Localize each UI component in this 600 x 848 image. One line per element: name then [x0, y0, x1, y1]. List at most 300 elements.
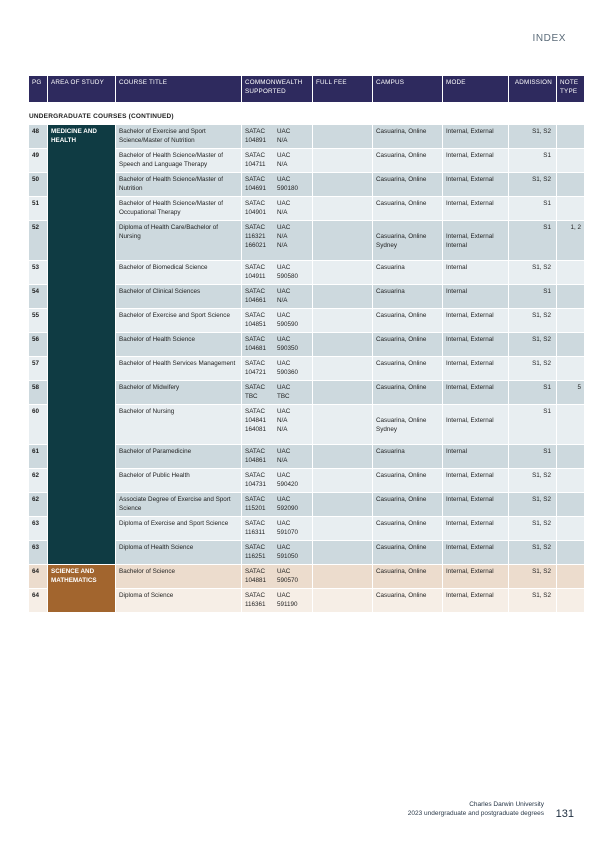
commonwealth-codes — [245, 495, 309, 513]
campus-line: Casuarina, Online — [376, 472, 427, 479]
campus-line: Casuarina, Online — [376, 496, 427, 503]
cell-commonwealth — [242, 565, 312, 588]
cell-full-fee — [313, 333, 372, 356]
code-uac: N/A — [277, 209, 288, 216]
commonwealth-codes — [245, 407, 309, 434]
campus-line: Casuarina, Online — [376, 176, 427, 183]
cell-full-fee — [313, 261, 372, 284]
cell-commonwealth — [242, 381, 312, 404]
code-satac: 104901 — [245, 209, 267, 216]
cell-mode — [443, 357, 508, 380]
cell-course-title: Bachelor of Nursing — [116, 405, 241, 444]
cell-commonwealth — [242, 197, 312, 220]
cell-commonwealth — [242, 333, 312, 356]
cell-pg: 57 — [29, 357, 47, 380]
table-row — [29, 125, 584, 148]
code-satac: SATAC — [245, 544, 266, 551]
cell-campus — [373, 333, 442, 356]
cell-pg: 58 — [29, 381, 47, 404]
code-uac: 590580 — [277, 273, 299, 280]
cell-admission: S1 — [509, 221, 556, 260]
code-uac: 591190 — [277, 601, 298, 608]
cell-mode — [443, 149, 508, 172]
cell-campus — [373, 197, 442, 220]
cell-admission: S1, S2 — [509, 469, 556, 492]
cell-course-title: Bachelor of Exercise and Sport Science/Master of Nutrition — [116, 125, 241, 148]
code-satac: 104731 — [245, 481, 267, 488]
cell-campus — [373, 493, 442, 516]
cell-commonwealth — [242, 173, 312, 196]
cell-commonwealth — [242, 469, 312, 492]
commonwealth-codes — [245, 335, 309, 353]
campus-line: Casuarina, Online — [376, 200, 427, 207]
mode-line: Internal, External — [446, 568, 494, 575]
cell-note-type — [557, 197, 584, 220]
cell-mode — [443, 445, 508, 468]
commonwealth-codes — [245, 127, 309, 145]
cell-course-title: Bachelor of Health Science/Master of Speech and Language Therapy — [116, 149, 241, 172]
cell-mode — [443, 469, 508, 492]
table-header-row — [29, 76, 584, 102]
cell-mode — [443, 589, 508, 612]
code-satac: 104711 — [245, 161, 266, 168]
cell-commonwealth — [242, 309, 312, 332]
cell-admission: S1, S2 — [509, 493, 556, 516]
cell-note-type — [557, 565, 584, 588]
cell-mode — [443, 541, 508, 564]
mode-line: Internal, External — [446, 152, 494, 159]
cell-pg: 62 — [29, 469, 47, 492]
campus-line: Casuarina, Online — [376, 336, 427, 343]
cell-full-fee — [313, 285, 372, 308]
code-satac: SATAC — [245, 384, 266, 391]
campus-line: Sydney — [376, 242, 398, 249]
cell-pg: 54 — [29, 285, 47, 308]
code-satac: 104881 — [245, 577, 267, 584]
cell-campus — [373, 381, 442, 404]
campus-line: Sydney — [376, 426, 398, 433]
code-uac: 590350 — [277, 345, 299, 352]
cell-pg: 56 — [29, 333, 47, 356]
code-uac: UAC — [277, 448, 291, 455]
col-header-mode: MODE — [443, 76, 508, 102]
cell-course-title: Diploma of Science — [116, 589, 241, 612]
code-uac: 590420 — [277, 481, 299, 488]
cell-campus — [373, 445, 442, 468]
page-number: 131 — [555, 808, 574, 820]
cell-pg: 63 — [29, 541, 47, 564]
cell-full-fee — [313, 445, 372, 468]
cell-mode — [443, 517, 508, 540]
cell-campus — [373, 357, 442, 380]
cell-pg: 52 — [29, 221, 47, 260]
cell-course-title: Associate Degree of Exercise and Sport Science — [116, 493, 241, 516]
cell-campus — [373, 309, 442, 332]
cell-mode — [443, 261, 508, 284]
cell-note-type — [557, 285, 584, 308]
code-satac: SATAC — [245, 264, 266, 271]
cell-full-fee — [313, 309, 372, 332]
cell-pg: 55 — [29, 309, 47, 332]
mode-line: Internal — [446, 288, 468, 295]
cell-course-title: Bachelor of Biomedical Science — [116, 261, 241, 284]
col-header-area: AREA OF STUDY — [48, 76, 115, 102]
cell-admission: S1, S2 — [509, 589, 556, 612]
cell-pg: 61 — [29, 445, 47, 468]
code-uac: UAC — [277, 128, 291, 135]
code-uac: TBC — [277, 393, 290, 400]
cell-note-type — [557, 261, 584, 284]
cell-mode — [443, 125, 508, 148]
cell-admission: S1 — [509, 445, 556, 468]
cell-course-title: Diploma of Health Science — [116, 541, 241, 564]
cell-course-title: Diploma of Exercise and Sport Science — [116, 517, 241, 540]
cell-commonwealth — [242, 357, 312, 380]
code-satac: SATAC — [245, 520, 266, 527]
code-satac: 104851 — [245, 321, 267, 328]
cell-admission: S1, S2 — [509, 541, 556, 564]
cell-commonwealth — [242, 541, 312, 564]
code-uac: UAC — [277, 496, 291, 503]
campus-line: Casuarina — [376, 264, 405, 271]
code-satac: 116311 — [245, 529, 266, 536]
cell-full-fee — [313, 565, 372, 588]
cell-full-fee — [313, 197, 372, 220]
mode-line: Internal, External — [446, 128, 494, 135]
mode-line: Internal, External — [446, 472, 494, 479]
commonwealth-codes — [245, 223, 309, 250]
code-satac: SATAC — [245, 224, 266, 231]
cell-note-type — [557, 309, 584, 332]
commonwealth-codes — [245, 359, 309, 377]
cell-pg: 49 — [29, 149, 47, 172]
cell-course-title: Bachelor of Health Services Management — [116, 357, 241, 380]
cell-mode — [443, 381, 508, 404]
cell-course-title: Bachelor of Health Science/Master of Nutrition — [116, 173, 241, 196]
code-uac: UAC — [277, 568, 291, 575]
code-uac: 590590 — [277, 321, 299, 328]
mode-line — [446, 407, 505, 416]
code-uac: 591050 — [277, 553, 299, 560]
mode-line: Internal, External — [446, 200, 494, 207]
cell-commonwealth — [242, 517, 312, 540]
code-satac: SATAC — [245, 200, 266, 207]
cell-campus — [373, 589, 442, 612]
cell-campus — [373, 517, 442, 540]
mode-line: Internal, External — [446, 417, 494, 424]
cell-note-type — [557, 469, 584, 492]
campus-line — [376, 223, 439, 232]
code-uac: UAC — [277, 384, 291, 391]
cell-admission: S1, S2 — [509, 517, 556, 540]
cell-campus — [373, 565, 442, 588]
commonwealth-codes — [245, 591, 309, 609]
footer-university: Charles Darwin University — [469, 801, 544, 808]
code-uac: UAC — [277, 176, 291, 183]
col-header-commonwealth: COMMONWEALTH SUPPORTED — [242, 76, 312, 102]
cell-note-type — [557, 405, 584, 444]
col-header-note: NOTE TYPE — [557, 76, 584, 102]
cell-course-title: Bachelor of Public Health — [116, 469, 241, 492]
code-satac: 116361 — [245, 601, 266, 608]
code-satac: SATAC — [245, 336, 266, 343]
cell-full-fee — [313, 517, 372, 540]
cell-full-fee — [313, 469, 372, 492]
code-uac: UAC — [277, 336, 291, 343]
commonwealth-codes — [245, 519, 309, 537]
campus-line: Casuarina — [376, 288, 405, 295]
campus-line: Casuarina, Online — [376, 520, 427, 527]
commonwealth-codes — [245, 175, 309, 193]
code-uac: 590570 — [277, 577, 299, 584]
cell-area-of-study: MEDICINE AND HEALTH — [48, 125, 115, 564]
code-satac: 164081 — [245, 426, 267, 433]
cell-commonwealth — [242, 589, 312, 612]
cell-commonwealth — [242, 125, 312, 148]
cell-pg: 64 — [29, 589, 47, 612]
cell-mode — [443, 493, 508, 516]
cell-admission: S1, S2 — [509, 309, 556, 332]
mode-line: Internal, External — [446, 312, 494, 319]
cell-note-type — [557, 589, 584, 612]
col-header-title: COURSE TITLE — [116, 76, 241, 102]
cell-note-type — [557, 493, 584, 516]
code-uac: UAC — [277, 544, 291, 551]
mode-line: Internal, External — [446, 360, 494, 367]
cell-full-fee — [313, 173, 372, 196]
cell-full-fee — [313, 405, 372, 444]
cell-course-title: Bachelor of Health Science — [116, 333, 241, 356]
code-satac: 104721 — [245, 369, 267, 376]
code-satac: SATAC — [245, 408, 266, 415]
cell-admission: S1 — [509, 381, 556, 404]
campus-line: Casuarina, Online — [376, 384, 427, 391]
cell-note-type — [557, 445, 584, 468]
code-satac: SATAC — [245, 176, 266, 183]
code-uac: UAC — [277, 152, 291, 159]
cell-note-type: 5 — [557, 381, 584, 404]
cell-commonwealth — [242, 285, 312, 308]
cell-campus — [373, 261, 442, 284]
code-satac: 116321 — [245, 233, 266, 240]
cell-campus — [373, 541, 442, 564]
cell-admission: S1 — [509, 197, 556, 220]
cell-commonwealth — [242, 149, 312, 172]
cell-mode — [443, 565, 508, 588]
code-satac: TBC — [245, 393, 258, 400]
mode-line: Internal, External — [446, 592, 494, 599]
cell-note-type — [557, 333, 584, 356]
campus-line: Casuarina, Online — [376, 152, 427, 159]
mode-line: Internal, External — [446, 496, 494, 503]
cell-full-fee — [313, 589, 372, 612]
mode-line: Internal, External — [446, 233, 494, 240]
cell-course-title: Bachelor of Clinical Sciences — [116, 285, 241, 308]
code-uac: UAC — [277, 520, 291, 527]
cell-campus — [373, 221, 442, 260]
code-uac: N/A — [277, 161, 288, 168]
cell-course-title: Bachelor of Science — [116, 565, 241, 588]
cell-course-title: Bachelor of Health Science/Master of Occupational Therapy — [116, 197, 241, 220]
cell-campus — [373, 173, 442, 196]
cell-pg: 60 — [29, 405, 47, 444]
commonwealth-codes — [245, 199, 309, 217]
code-uac: UAC — [277, 360, 291, 367]
cell-mode — [443, 333, 508, 356]
code-uac: 590180 — [277, 185, 299, 192]
code-satac: SATAC — [245, 472, 266, 479]
cell-admission: S1, S2 — [509, 125, 556, 148]
footer-subtitle: 2023 undergraduate and postgraduate degrees — [407, 810, 544, 817]
code-satac: 104861 — [245, 457, 267, 464]
commonwealth-codes — [245, 151, 309, 169]
cell-full-fee — [313, 357, 372, 380]
code-uac: 592090 — [277, 505, 299, 512]
cell-admission: S1, S2 — [509, 565, 556, 588]
code-uac: UAC — [277, 288, 291, 295]
cell-course-title: Bachelor of Paramedicine — [116, 445, 241, 468]
cell-note-type — [557, 173, 584, 196]
code-uac: UAC — [277, 312, 291, 319]
cell-full-fee — [313, 221, 372, 260]
code-satac: 115201 — [245, 505, 266, 512]
col-header-pg: PG — [29, 76, 47, 102]
table-row — [29, 565, 584, 588]
cell-note-type — [557, 517, 584, 540]
code-satac: SATAC — [245, 360, 266, 367]
commonwealth-codes — [245, 543, 309, 561]
cell-campus — [373, 469, 442, 492]
cell-mode — [443, 197, 508, 220]
campus-line: Casuarina, Online — [376, 592, 427, 599]
commonwealth-codes — [245, 447, 309, 465]
cell-mode — [443, 405, 508, 444]
code-satac: 104681 — [245, 345, 267, 352]
cell-full-fee — [313, 541, 372, 564]
code-satac: SATAC — [245, 312, 266, 319]
code-satac: SATAC — [245, 448, 266, 455]
section-row — [29, 103, 584, 124]
code-uac: UAC — [277, 592, 291, 599]
col-header-fullfee: FULL FEE — [313, 76, 372, 102]
code-satac: SATAC — [245, 128, 266, 135]
code-uac: N/A — [277, 297, 288, 304]
code-uac: N/A — [277, 417, 288, 424]
cell-commonwealth — [242, 445, 312, 468]
commonwealth-codes — [245, 263, 309, 281]
cell-note-type — [557, 149, 584, 172]
cell-admission: S1, S2 — [509, 261, 556, 284]
code-uac: N/A — [277, 457, 288, 464]
code-satac: 166021 — [245, 242, 267, 249]
cell-pg: 63 — [29, 517, 47, 540]
col-header-campus: CAMPUS — [373, 76, 442, 102]
cell-note-type: 1, 2 — [557, 221, 584, 260]
cell-full-fee — [313, 493, 372, 516]
cell-pg: 51 — [29, 197, 47, 220]
cell-full-fee — [313, 125, 372, 148]
cell-mode — [443, 173, 508, 196]
code-uac: UAC — [277, 408, 291, 415]
cell-campus — [373, 149, 442, 172]
code-uac: N/A — [277, 426, 288, 433]
mode-line: Internal, External — [446, 176, 494, 183]
campus-line: Casuarina, Online — [376, 417, 427, 424]
campus-line: Casuarina, Online — [376, 312, 427, 319]
section-label: UNDERGRADUATE COURSES (CONTINUED) — [29, 103, 584, 124]
commonwealth-codes — [245, 311, 309, 329]
cell-campus — [373, 285, 442, 308]
cell-admission: S1, S2 — [509, 357, 556, 380]
cell-note-type — [557, 357, 584, 380]
cell-commonwealth — [242, 405, 312, 444]
code-uac: 590360 — [277, 369, 299, 376]
campus-line: Casuarina, Online — [376, 568, 427, 575]
campus-line — [376, 407, 439, 416]
code-satac: 104891 — [245, 137, 267, 144]
code-satac: 104911 — [245, 273, 266, 280]
code-uac: N/A — [277, 242, 288, 249]
cell-mode — [443, 309, 508, 332]
cell-admission: S1, S2 — [509, 173, 556, 196]
commonwealth-codes — [245, 287, 309, 305]
cell-pg: 48 — [29, 125, 47, 148]
mode-line: Internal, External — [446, 544, 494, 551]
commonwealth-codes — [245, 383, 309, 401]
index-label: INDEX — [532, 33, 566, 44]
code-uac: N/A — [277, 233, 288, 240]
mode-line — [446, 425, 505, 434]
cell-mode — [443, 221, 508, 260]
mode-line: Internal, External — [446, 384, 494, 391]
course-index-table — [28, 75, 585, 613]
mode-line: Internal, External — [446, 336, 494, 343]
code-uac: N/A — [277, 137, 288, 144]
cell-pg: 62 — [29, 493, 47, 516]
code-satac: SATAC — [245, 288, 266, 295]
cell-campus — [373, 125, 442, 148]
cell-area-of-study: SCIENCE AND MATHEMATICS — [48, 565, 115, 612]
cell-note-type — [557, 125, 584, 148]
campus-line: Casuarina, Online — [376, 233, 427, 240]
cell-commonwealth — [242, 221, 312, 260]
code-uac: UAC — [277, 224, 291, 231]
campus-line: Casuarina, Online — [376, 360, 427, 367]
code-satac: SATAC — [245, 568, 266, 575]
cell-pg: 64 — [29, 565, 47, 588]
commonwealth-codes — [245, 567, 309, 585]
code-uac: 591070 — [277, 529, 299, 536]
campus-line: Casuarina — [376, 448, 405, 455]
cell-course-title: Bachelor of Midwifery — [116, 381, 241, 404]
code-uac: UAC — [277, 264, 291, 271]
cell-commonwealth — [242, 261, 312, 284]
code-satac: SATAC — [245, 152, 266, 159]
code-uac: UAC — [277, 200, 291, 207]
code-satac: 116251 — [245, 553, 266, 560]
mode-line: Internal — [446, 448, 468, 455]
code-satac: SATAC — [245, 592, 266, 599]
cell-full-fee — [313, 381, 372, 404]
cell-admission: S1 — [509, 285, 556, 308]
cell-admission: S1 — [509, 149, 556, 172]
mode-line — [446, 223, 505, 232]
cell-pg: 53 — [29, 261, 47, 284]
cell-note-type — [557, 541, 584, 564]
commonwealth-codes — [245, 471, 309, 489]
cell-course-title: Bachelor of Exercise and Sport Science — [116, 309, 241, 332]
cell-course-title: Diploma of Health Care/Bachelor of Nursing — [116, 221, 241, 260]
